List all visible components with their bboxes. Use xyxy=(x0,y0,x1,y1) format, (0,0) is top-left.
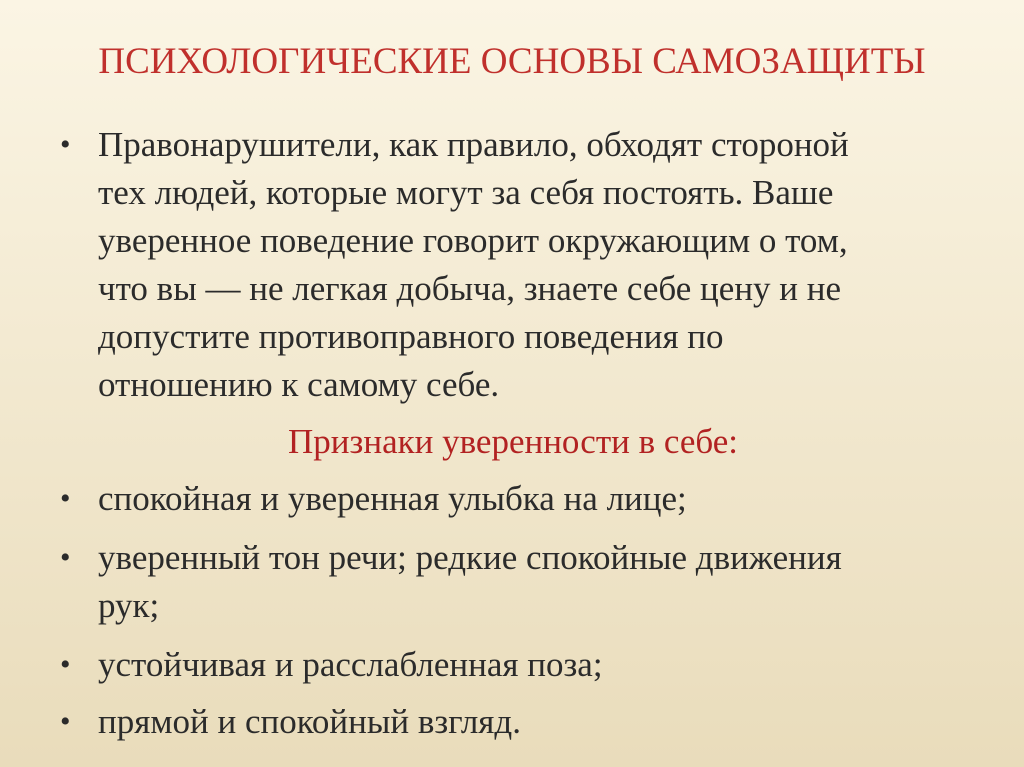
sign-line: устойчивая и расслабленная поза; xyxy=(98,645,603,684)
intro-line: уверенное поведение говорит окружающим о том, xyxy=(98,221,848,260)
sign-text xyxy=(98,698,998,746)
bullet-marker: • xyxy=(60,705,71,738)
bullet-marker: • xyxy=(60,482,71,515)
intro-paragraph xyxy=(98,121,998,409)
sign-text xyxy=(98,641,998,689)
intro-line: тех людей, которые могут за себя постоять. Ваше xyxy=(98,173,834,212)
bullet-marker: • xyxy=(60,128,71,161)
intro-line: отношению к самому себе. xyxy=(98,365,500,404)
sign-text xyxy=(98,475,998,523)
bullet-marker: • xyxy=(60,648,71,681)
sign-line: спокойная и уверенная улыбка на лице; xyxy=(98,479,687,518)
sign-line: рук; xyxy=(98,586,160,625)
sign-line: прямой и спокойный взгляд. xyxy=(98,702,521,741)
intro-line: допустите противоправного поведения по xyxy=(98,317,724,356)
signs-subheading: Признаки уверенности в себе: xyxy=(288,422,738,461)
sign-line: уверенный тон речи; редкие спокойные движения xyxy=(98,538,842,577)
bullet-marker: • xyxy=(60,541,71,574)
sign-text xyxy=(98,534,998,630)
intro-line: что вы — не легкая добыча, знаете себе цену и не xyxy=(98,269,842,308)
intro-line: Правонарушители, как правило, обходят стороной xyxy=(98,125,849,164)
slide-title: ПСИХОЛОГИЧЕСКИЕ ОСНОВЫ САМОЗАЩИТЫ xyxy=(98,41,926,82)
